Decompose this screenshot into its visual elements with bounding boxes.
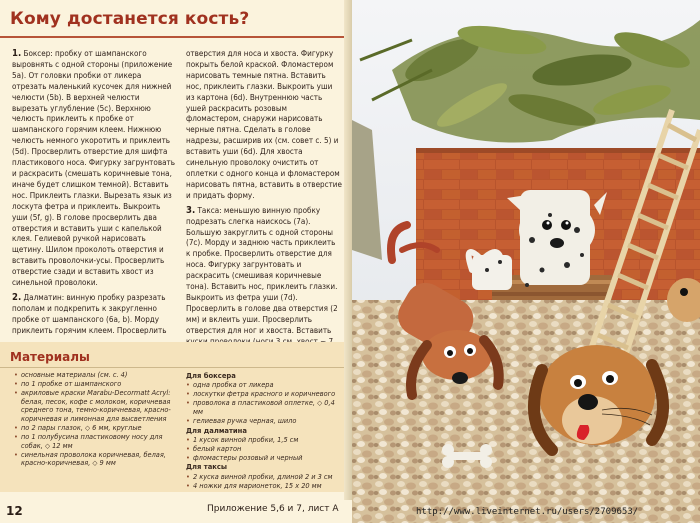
photo-page <box>352 0 700 523</box>
materials-item: • по 2 пары глазок, ◇ 6 мм, круглые <box>14 424 180 433</box>
title-divider <box>0 36 344 38</box>
materials-divider <box>0 367 344 368</box>
dachshund-paragraph <box>186 206 342 359</box>
materials-item: • синельная проволока коричневая, белая, красно-коричневая, ◇ 9 мм <box>14 451 180 468</box>
materials-list-general <box>14 371 180 469</box>
materials-heading: Материалы <box>10 350 90 364</box>
dalmatian-paragraph <box>12 293 176 337</box>
materials-group-heading-dachshund: Для таксы <box>186 463 228 472</box>
appendix-reference: Приложение 5,6 и 7, лист А <box>207 504 339 514</box>
materials-item: • фломастеры розовый и черный <box>186 454 340 463</box>
page-number: 12 <box>6 504 23 518</box>
materials-list-per-dog <box>186 371 340 491</box>
dogs-photo <box>352 0 700 523</box>
materials-item: • по 1 пробке от шампанского <box>14 380 180 389</box>
materials-item: • по 1 полубусина пластиковому носу для собак, ◇ 12 мм <box>14 433 180 450</box>
materials-item: • 2 куска винной пробки, длиной 2 и 3 см <box>186 473 340 482</box>
materials-item: • 1 кусок винной пробки, 1,5 см <box>186 436 340 445</box>
materials-item: • белый картон <box>186 445 340 454</box>
materials-item: • проволока в пластиковой оплетке, ◇ 0,4 мм <box>186 399 340 416</box>
text-column-right <box>186 49 342 362</box>
materials-item: • 4 ножки для марионеток, 15 x 20 мм <box>186 482 340 491</box>
step-number-1: 1. <box>12 48 22 59</box>
boxer-paragraph <box>12 49 176 289</box>
materials-group-heading-dalmatian: Для далматина <box>186 426 247 435</box>
dalmatian-instructions: Далматин: винную пробку разрезать пополам и подкрепить к закругленно пробке от шампанского (6а, b). Морду приклеить горячим клеем. Просверлить <box>12 292 167 335</box>
page-title: Кому достанется кость? <box>10 9 250 29</box>
text-column-left <box>12 49 176 341</box>
dalmatian-continued: отверстия для носа и хвоста. Фигурку покрыть белой краской. Фломастером нарисовать темные пятна. Вставить нос, приклеить глазки. Выкроить уши из картона (6d). Внутреннюю часть ушей раскрасить розовым фломастером, снаружи нарисовать черные пятна. Сделать в голове надрезы, расширив их (см. совет с. 5) и вставить уши (6d). Для хвоста синельную проволоку очистить от оплетки с одного конца и фломастером нарисовать пятна, вставить в отверстие и придать форму. <box>186 49 342 200</box>
materials-item: • акриловые краски Marabu-Decormatt Acryl: белая, песок, кофе с молоком, коричневая среднего тона, темно-коричневая, красно-коричневая и лимонная для высветления <box>14 389 180 423</box>
materials-item: • одна пробка от ликера <box>186 381 340 390</box>
materials-item: • лоскутки фетра красного и коричневого <box>186 390 340 399</box>
step-number-2: 2. <box>12 291 22 303</box>
page-gutter <box>344 0 352 523</box>
boxer-instructions: Боксер: пробку от шампанского выровнять с одной стороны (приложение 5а). От головки пробки от ликера отрезать маленький кусочек для нижней челюсти (5b). В верхней челюсти вырезать углубление (5с). Верхнюю челюсть приклеить к пробке от шампанского горячим клеем. Нижнюю челюсть немного укоротить и приклеить (5d). Просверлить отверстие для шифта пластикового носа. Фигурку загрунтовать и раскрасить (смешать коричневые тона, иначе будет слишком темной). Вставить нос. Приклеить глазки. Вырезать язык из лоскута фетра и приклеить. Выкроить уши (5f, g). В голове просверлить два отверстия и вставить уши с капелькой клея. Гелиевой ручкой нарисовать щетину. Шилом проколоть отверстия и вставить проволочки-усы. Просверлить отверстие сзади и вставить хвост из синельной проволоки. <box>12 49 176 288</box>
materials-group-heading-boxer: Для боксера <box>186 372 236 380</box>
step-number-3: 3. <box>186 204 196 216</box>
materials-item: • гелиевая ручка черная, шило <box>186 417 340 426</box>
materials-item: • основные материалы (см. с. 4) <box>14 371 180 380</box>
dachshund-instructions: Такса: меньшую винную пробку подрезать слегка наискось (7а). Большую закруглить с одной стороны (7с). Морду и заднюю часть приклеить к пробке. Просверлить отверстие для носа. Фигурку загрунтовать и раскрасить (смешивая коричневые тона). Вставить нос, приклеить глазки. Выкроить из фетра уши (7d). Просверлить в голове два отверстия (2 мм) и вклеить уши. Просверлить отверстия для ног и хвоста. Вставить <box>186 205 338 335</box>
source-watermark: http://www.liveinternet.ru/users/2709653/ <box>416 507 639 517</box>
